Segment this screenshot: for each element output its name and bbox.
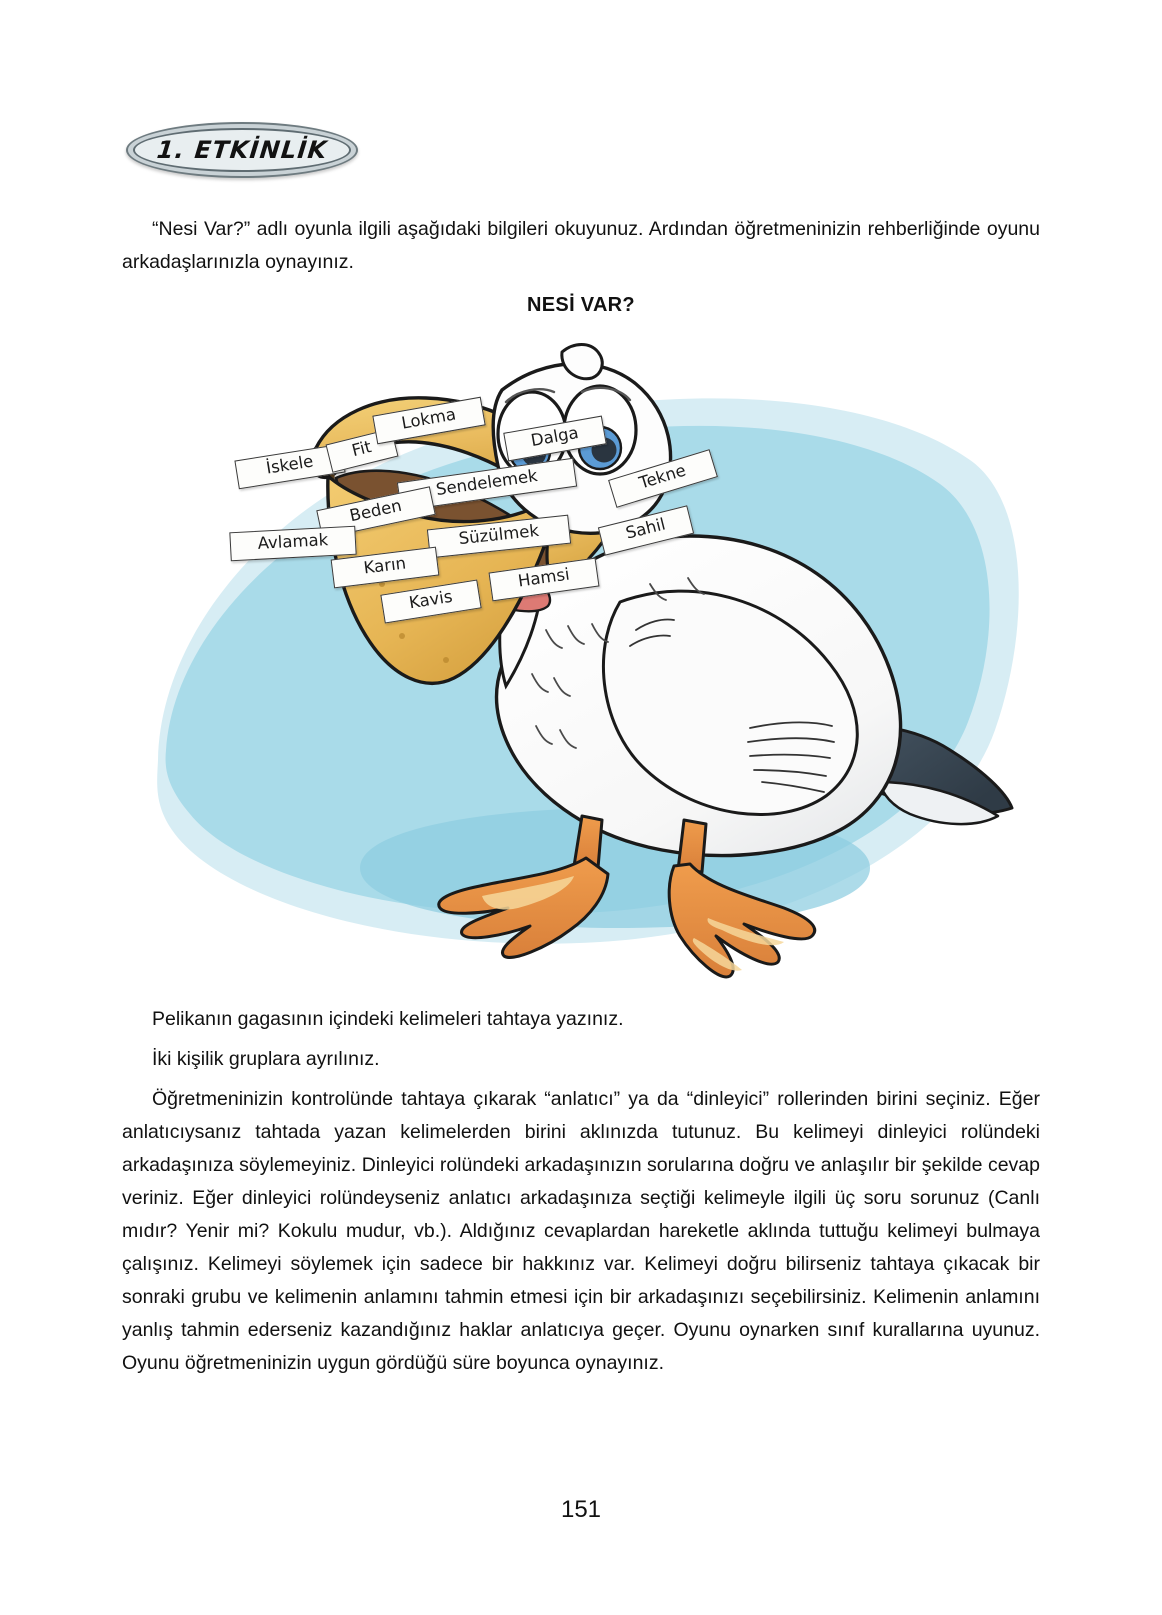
word-card: Süzülmek <box>427 515 571 559</box>
word-card: Beden <box>316 486 435 538</box>
activity-badge <box>126 122 358 178</box>
word-card: Kavis <box>380 580 481 624</box>
activity-badge-label: 1. ETKİNLİK <box>155 136 329 164</box>
word-card: Fit <box>326 428 399 473</box>
instruction-paragraph-3: Öğretmeninizin kontrolünde tahtaya çıkarak “anlatıcı” ya da “dinleyici” rollerinden birini seçiniz. Eğer anlatıcıysanız tahtada yazan kelimelerden birini aklınızda tutunuz. Bu kelimeyi dinleyici rolündeki arkadaşınıza söylemeyiniz. Dinleyici rolündeki arkadaşınızın sorularına doğru ve anlaşılır bir şekilde cevap veriniz. Eğer dinleyici rolündeyseniz anlatıcı arkadaşınıza seçtiği kelimeyle ilgili üç soru sorunuz (Canlı mıdır? Yenir mi? Kokulu mudur, vb.). Aldığınız cevaplardan hareketle aklında tuttuğu kelimeyi bulmaya çalışınız. Kelimeyi söylemek için sadece bir hakkınız var. Kelimeyi doğru bilirseniz tahtaya çıkacak bir sonraki grubu ve kelimenin anlamını tahmin etmesi için bir arkadaşınızı seçebilirsiniz. Kelimenin anlamını yanlış tahmin ederseniz kazandığınız haklar anlatıcıya geçer. Oyunu oynarken sınıf kurallarına uyunuz. Oyunu öğretmeninizin uygun gördüğü süre boyunca oynayınız. <box>122 1087 1040 1374</box>
instruction-paragraph-2: İki kişilik gruplara ayrılınız. <box>152 1047 380 1070</box>
word-card: İskele <box>234 444 345 490</box>
word-card: Avlamak <box>229 526 356 562</box>
pelican-illustration <box>150 330 1030 980</box>
instruction-paragraph-1: Pelikanın gagasının içindeki kelimeleri tahtaya yazınız. <box>152 1007 624 1030</box>
intro-paragraph: “Nesi Var?” adlı oyunla ilgili aşağıdaki bilgileri okuyunuz. Ardından öğretmeninizin rehberliğinde oyunu arkadaşlarınızla oynayınız. <box>122 217 1040 273</box>
word-card: Hamsi <box>489 558 600 602</box>
page-number: 151 <box>560 1496 602 1523</box>
word-card: Sahil <box>598 505 694 555</box>
word-card: Tekne <box>608 449 718 508</box>
word-card: Karın <box>331 547 440 589</box>
word-card: Dalga <box>503 416 607 462</box>
section-title: NESİ VAR? <box>527 293 635 316</box>
badge-inner-ring <box>133 128 351 172</box>
word-card: Lokma <box>372 397 485 445</box>
word-card: Sendelemek <box>397 458 577 511</box>
